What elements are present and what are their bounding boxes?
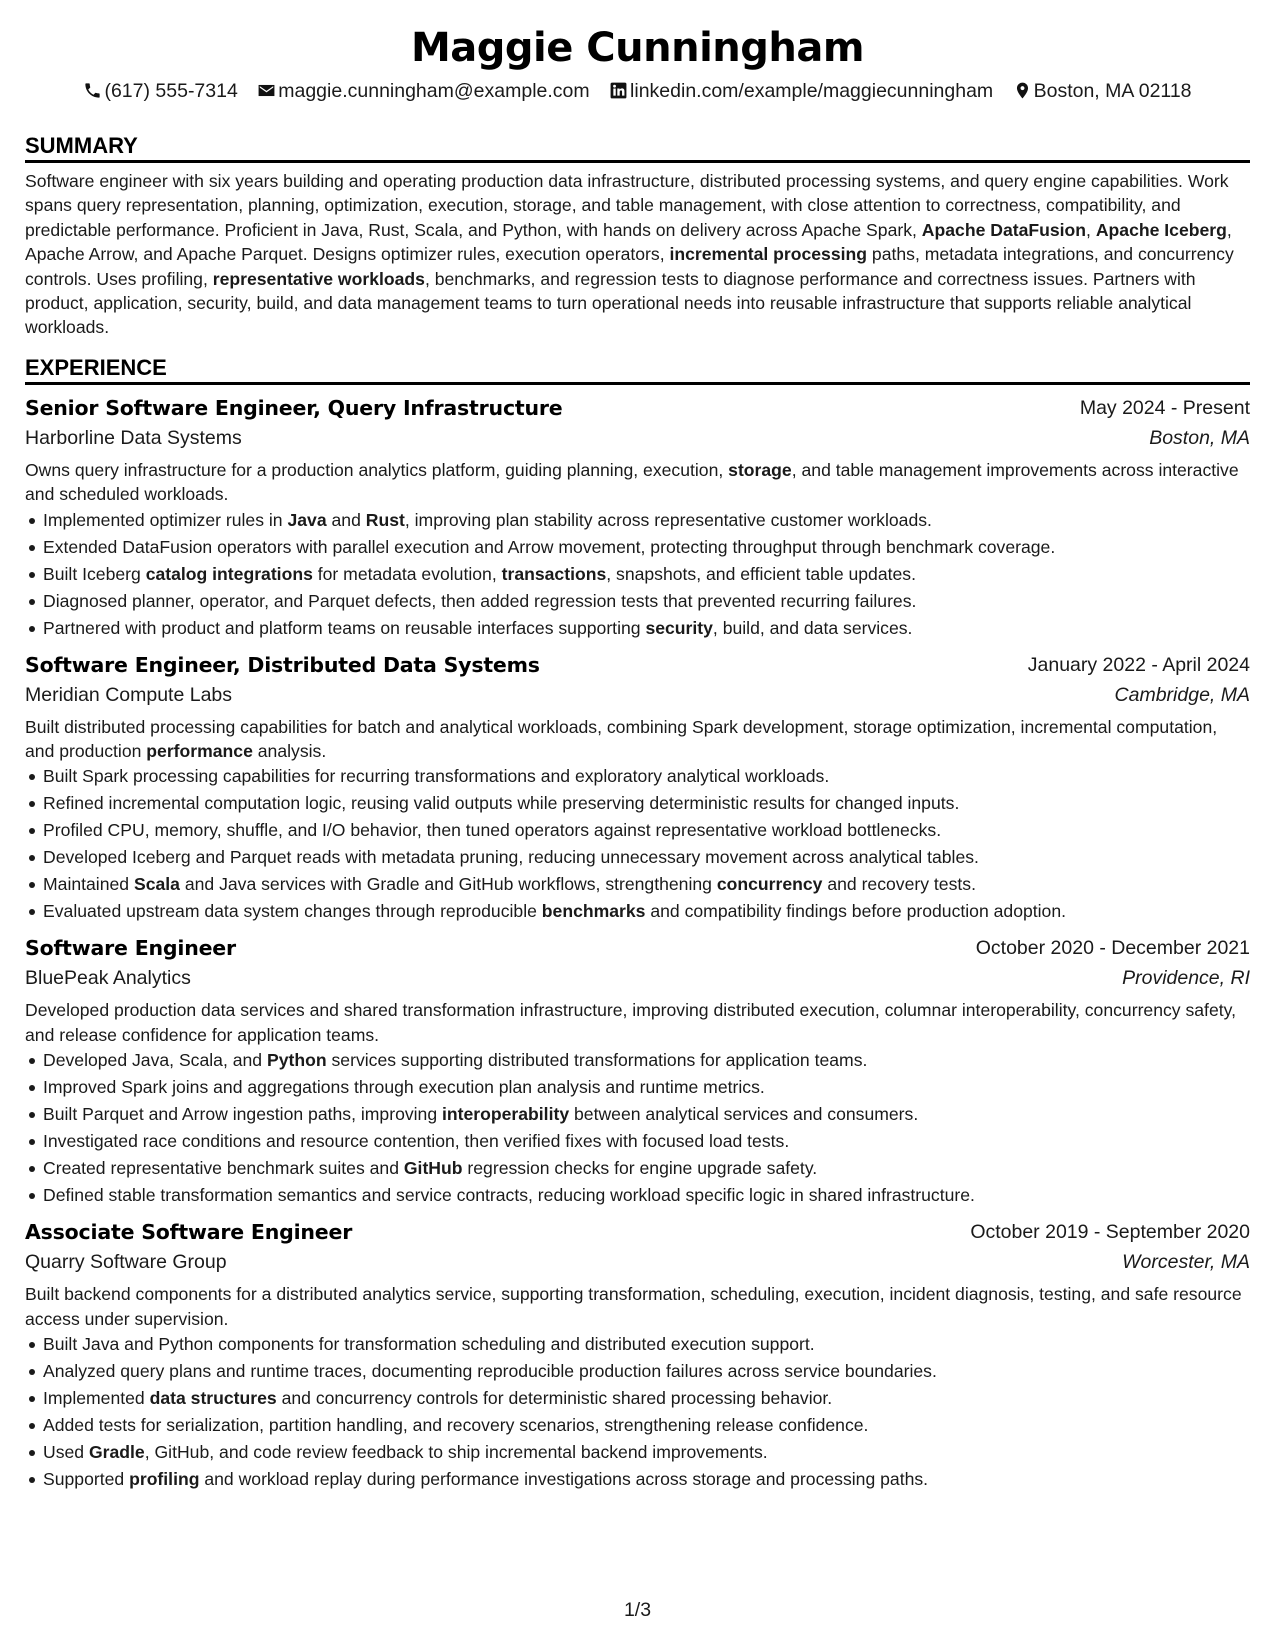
emphasis-text: concurrency bbox=[716, 874, 823, 895]
job-entry bbox=[25, 1217, 1250, 1493]
phone-icon bbox=[83, 81, 102, 100]
contact-bar bbox=[0, 77, 1275, 105]
bullet-item: Built Java and Python components for transformation scheduling and distributed execution support. bbox=[43, 1331, 1250, 1358]
job-location: Providence, RI bbox=[1122, 967, 1250, 990]
bullet-item: Refined incremental computation logic, reusing valid outputs while preserving deterministic results for changed inputs. bbox=[43, 790, 1250, 817]
bullet-item: Used Gradle, GitHub, and code review feedback to ship incremental backend improvements. bbox=[43, 1439, 1250, 1466]
bullet-item: Improved Spark joins and aggregations through execution plan analysis and runtime metrics. bbox=[43, 1074, 1250, 1101]
emphasis-text: security bbox=[645, 617, 713, 638]
contact-email-text: maggie.cunningham@example.com bbox=[278, 80, 590, 102]
job-location: Worcester, MA bbox=[1122, 1251, 1250, 1274]
location-pin-icon bbox=[1013, 81, 1032, 100]
emphasis-text: benchmarks bbox=[541, 901, 646, 922]
job-company: Harborline Data Systems bbox=[25, 426, 242, 449]
emphasis-text: Apache Iceberg bbox=[1095, 219, 1227, 240]
contact-location-text: Boston, MA 02118 bbox=[1033, 80, 1192, 102]
job-company: Quarry Software Group bbox=[25, 1251, 227, 1274]
contact-linkedin[interactable] bbox=[609, 77, 993, 105]
candidate-name: Maggie Cunningham bbox=[410, 25, 865, 71]
job-location: Cambridge, MA bbox=[1114, 683, 1250, 706]
bullet-item: Supported profiling and workload replay during performance investigations across storage and processing paths. bbox=[43, 1466, 1250, 1493]
bullet-item: Evaluated upstream data system changes through reproducible benchmarks and compatibility findings before production adoption. bbox=[43, 898, 1250, 925]
job-subheader bbox=[25, 1247, 1250, 1278]
contact-phone[interactable] bbox=[83, 77, 237, 105]
summary-heading: SUMMARY bbox=[25, 132, 1250, 163]
emphasis-text: Apache DataFusion bbox=[921, 219, 1087, 240]
job-title: Associate Software Engineer bbox=[25, 1220, 353, 1245]
job-header bbox=[25, 393, 1250, 423]
emphasis-text: representative workloads bbox=[212, 268, 425, 289]
bullet-item: Implemented optimizer rules in Java and Rust, improving plan stability across representative customer workloads. bbox=[43, 507, 1250, 534]
job-bullets bbox=[25, 1047, 1250, 1209]
job-location: Boston, MA bbox=[1149, 426, 1250, 449]
emphasis-text: interoperability bbox=[442, 1104, 570, 1125]
bullet-item: Extended DataFusion operators with parallel execution and Arrow movement, protecting throughput through benchmark coverage. bbox=[43, 534, 1250, 561]
job-dates: October 2020 - December 2021 bbox=[975, 937, 1250, 960]
job-header bbox=[25, 1217, 1250, 1247]
job-dates: May 2024 - Present bbox=[1079, 396, 1250, 419]
bullet-item: Diagnosed planner, operator, and Parquet defects, then added regression tests that prevented recurring failures. bbox=[43, 588, 1250, 615]
bullet-item: Analyzed query plans and runtime traces, documenting reproducible production failures across service boundaries. bbox=[43, 1358, 1250, 1385]
job-dates: January 2022 - April 2024 bbox=[1027, 653, 1250, 676]
bullet-item: Built Iceberg catalog integrations for metadata evolution, transactions, snapshots, and efficient table updates. bbox=[43, 561, 1250, 588]
mail-icon bbox=[257, 81, 276, 100]
job-description: Built backend components for a distributed analytics service, supporting transformation, scheduling, execution, incident diagnosis, testing, and safe resource access under supervision. bbox=[25, 1284, 1242, 1329]
job-bullets bbox=[25, 763, 1250, 925]
job-company: BluePeak Analytics bbox=[25, 967, 191, 990]
bullet-item: Built Spark processing capabilities for recurring transformations and exploratory analytical workloads. bbox=[43, 763, 1250, 790]
job-entry bbox=[25, 650, 1250, 926]
job-subheader bbox=[25, 423, 1250, 454]
bullet-item: Investigated race conditions and resource contention, then verified fixes with focused load tests. bbox=[43, 1128, 1250, 1155]
emphasis-text: performance bbox=[146, 741, 253, 762]
job-subheader bbox=[25, 963, 1250, 994]
job-description: Owns query infrastructure for a production analytics platform, guiding planning, execution, storage, and table management improvements across interactive and scheduled workloads. bbox=[25, 459, 1239, 505]
job-company: Meridian Compute Labs bbox=[25, 683, 233, 706]
resume-content bbox=[25, 132, 1250, 1493]
job-header bbox=[25, 933, 1250, 963]
job-header bbox=[25, 650, 1250, 680]
bullet-item: Partnered with product and platform teams on reusable interfaces supporting security, build, and data services. bbox=[43, 615, 1250, 642]
job-title: Senior Software Engineer, Query Infrastructure bbox=[25, 395, 563, 420]
job-entry bbox=[25, 933, 1250, 1209]
experience-list bbox=[25, 393, 1250, 1493]
job-description: Developed production data services and shared transformation infrastructure, improving distributed execution, columnar interoperability, concurrency safety, and release confidence for application teams. bbox=[25, 1000, 1236, 1045]
job-subheader bbox=[25, 680, 1250, 711]
emphasis-text: Scala bbox=[133, 874, 180, 895]
bullet-item: Maintained Scala and Java services with Gradle and GitHub workflows, strengthening concurrency and recovery tests. bbox=[43, 871, 1250, 898]
emphasis-text: data structures bbox=[149, 1388, 277, 1409]
bullet-item: Defined stable transformation semantics and service contracts, reducing workload specific logic in shared infrastructure. bbox=[43, 1182, 1250, 1209]
contact-location bbox=[1013, 77, 1192, 105]
emphasis-text: Gradle bbox=[88, 1442, 145, 1463]
emphasis-text: incremental processing bbox=[669, 244, 868, 265]
bullet-item: Implemented data structures and concurrency controls for deterministic shared processing behavior. bbox=[43, 1385, 1250, 1412]
emphasis-text: profiling bbox=[129, 1469, 200, 1490]
job-title: Software Engineer bbox=[25, 936, 236, 961]
bullet-item: Added tests for serialization, partition handling, and recovery scenarios, strengthening release confidence. bbox=[43, 1412, 1250, 1439]
emphasis-text: Java bbox=[287, 509, 327, 530]
job-bullets bbox=[25, 507, 1250, 642]
page-number: 1/3 bbox=[623, 1599, 652, 1621]
job-description: Built distributed processing capabilities for batch and analytical workloads, combining Spark development, storage optimization, incremental computation, and production performance analysis. bbox=[25, 716, 1218, 762]
summary-text: Software engineer with six years building and operating production data infrastructure, distributed processing systems, and query engine capabilities. Work spans query representation, planning, optimization, execution, storage, and table management, with close attention to correctness, compatibility, and predictable performance. Proficient in Java, Rust, Scala, and Python, with hands on delivery across Apache Spark, Apache DataFusion, Apache Iceberg, Apache Arrow, and Apache Parquet. Designs optimizer rules, execution operators, incremental processing paths, metadata integrations, and concurrency controls. Uses profiling, representative workloads, benchmarks, and regression tests to diagnose performance and correctness issues. Partners with product, application, security, build, and data management teams to turn operational needs into reusable infrastructure that supports reliable analytical workloads. bbox=[25, 171, 1234, 338]
emphasis-text: Rust bbox=[365, 509, 405, 530]
linkedin-icon bbox=[609, 81, 628, 100]
experience-heading: EXPERIENCE bbox=[25, 354, 1250, 385]
emphasis-text: catalog integrations bbox=[145, 563, 313, 584]
emphasis-text: storage bbox=[728, 459, 792, 480]
bullet-item: Developed Java, Scala, and Python services supporting distributed transformations for application teams. bbox=[43, 1047, 1250, 1074]
emphasis-text: GitHub bbox=[403, 1158, 463, 1179]
emphasis-text: transactions bbox=[501, 563, 607, 584]
bullet-item: Developed Iceberg and Parquet reads with metadata pruning, reducing unnecessary movement across analytical tables. bbox=[43, 844, 1250, 871]
emphasis-text: Python bbox=[266, 1050, 327, 1071]
bullet-item: Created representative benchmark suites and GitHub regression checks for engine upgrade safety. bbox=[43, 1155, 1250, 1182]
job-title: Software Engineer, Distributed Data Systems bbox=[25, 652, 540, 677]
contact-phone-text: (617) 555-7314 bbox=[104, 80, 238, 102]
contact-linkedin-text: linkedin.com/example/maggiecunningham bbox=[630, 80, 994, 102]
contact-email[interactable] bbox=[257, 77, 589, 105]
bullet-item: Profiled CPU, memory, shuffle, and I/O behavior, then tuned operators against representative workload bottlenecks. bbox=[43, 817, 1250, 844]
job-bullets bbox=[25, 1331, 1250, 1493]
job-dates: October 2019 - September 2020 bbox=[970, 1221, 1250, 1244]
job-entry bbox=[25, 393, 1250, 642]
bullet-item: Built Parquet and Arrow ingestion paths, improving interoperability between analytical services and consumers. bbox=[43, 1101, 1250, 1128]
